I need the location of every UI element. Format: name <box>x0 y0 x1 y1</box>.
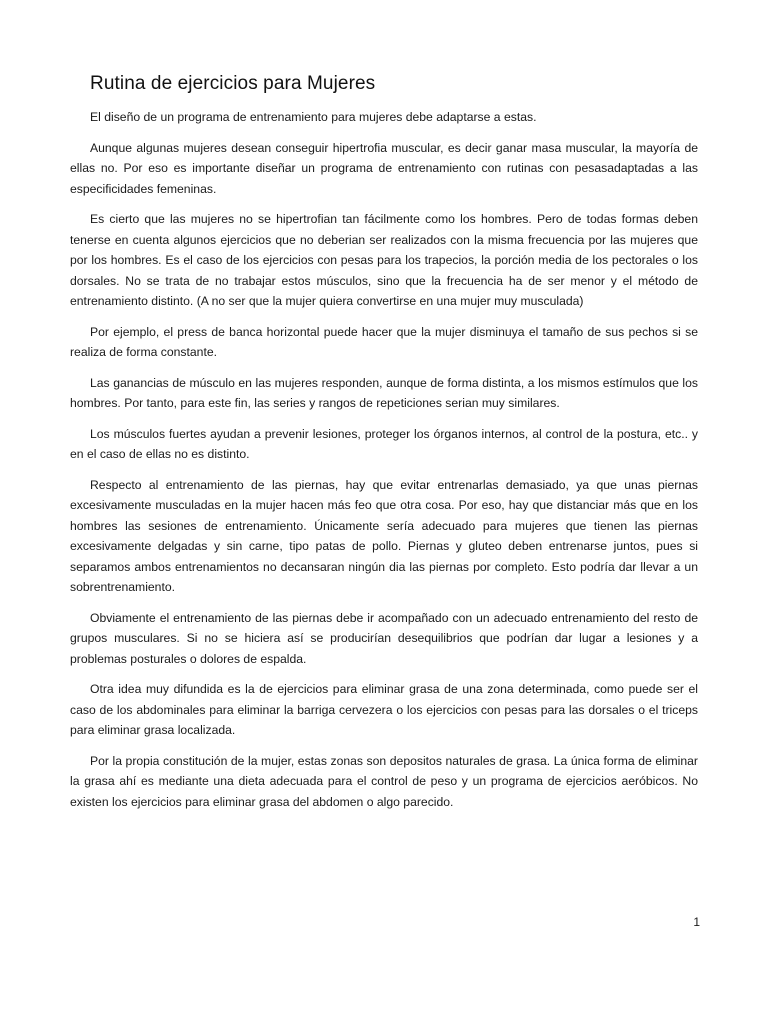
paragraph-full-body: Obviamente el entrenamiento de las piernas debe ir acompañado con un adecuado entrenamiento del resto de grupos musculares. Si no se hiciera así se producirían desequilibrios que podrían dar lugar a lesiones y a problemas posturales o dolores de espalda. <box>70 610 698 666</box>
document-title: Rutina de ejercicios para Mujeres <box>90 73 376 94</box>
paragraph-bench-press: Por ejemplo, el press de banca horizontal puede hacer que la mujer disminuya el tamaño de sus pechos si se realiza de forma constante. <box>70 324 698 359</box>
paragraph-strong-muscles: Los músculos fuertes ayudan a prevenir lesiones, proteger los órganos internos, al control de la postura, etc.. y en el caso de ellas no es distinto. <box>70 426 698 461</box>
paragraph-muscle-gains: Las ganancias de músculo en las mujeres responden, aunque de forma distinta, a los mismos estímulos que los hombres. Por tanto, para este fin, las series y rangos de repeticiones serian muy similares. <box>70 375 698 410</box>
paragraph-exercise-frequency: Es cierto que las mujeres no se hipertrofian tan fácilmente como los hombres. Pero de todas formas deben tenerse en cuenta algunos ejercicios que no deberian ser realizados con la misma frecuencia por las mujeres que por los hombres. Es el caso de los ejercicios con pesas para los trapecios, la porción media de los pectorales o los dorsales. No se trata de no trabajar estos músculos, sino que la frecuencia ha de ser menor y el método de entrenamiento distinto. (A no ser que la mujer quiera convertirse en una mujer muy musculada) <box>70 212 698 308</box>
page-number: 1 <box>693 915 700 929</box>
paragraph-leg-training: Respecto al entrenamiento de las piernas, hay que evitar entrenarlas demasiado, ya que unas piernas excesivamente musculadas en la mujer hacen más feo que otra cosa. Por eso, hay que distanciar más que en los hombres las sesiones de entrenamiento. Únicamente sería adecuado para mujeres que tienen las piernas excesivamente delgadas y sin carne, tipo patas de pollo. Piernas y gluteo deben entrenarse juntos, pues si separamos ambos entrenamientos no decansaran ningún dia las piernas por completo. Esto podría dar llevar a un sobrentrenamiento. <box>70 477 698 594</box>
paragraph-intro: El diseño de un programa de entrenamiento para mujeres debe adaptarse a estas. <box>90 110 537 124</box>
paragraph-hypertrophy: Aunque algunas mujeres desean conseguir hipertrofia muscular, es decir ganar masa muscular, la mayoría de ellas no. Por eso es importante diseñar un programa de entrenamiento con rutinas con pesasadaptadas a las especificidades femeninas. <box>70 140 698 196</box>
paragraph-fat-deposits: Por la propia constitución de la mujer, estas zonas son depositos naturales de grasa. La única forma de eliminar la grasa ahí es mediante una dieta adecuada para el control de peso y un programa de ejercicios aeróbicos. No existen los ejercicios para eliminar grasa del abdomen o algo parecido. <box>70 753 698 809</box>
paragraph-spot-reduction: Otra idea muy difundida es la de ejercicios para eliminar grasa de una zona determinada, como puede ser el caso de los abdominales para eliminar la barriga cervezera o los ejercicios con pesas para las dorsales o el triceps para eliminar grasa localizada. <box>70 682 698 737</box>
document-body <box>70 107 698 822</box>
